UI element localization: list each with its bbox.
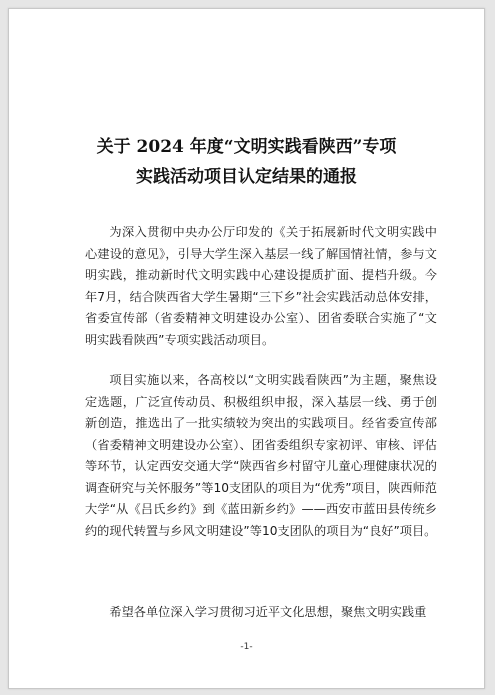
page-number: -1- [240, 642, 253, 652]
body-paragraph-1: 为深入贯彻中央办公厅印发的《关于拓展新时代文明实践中心建设的意见》，引导大学生深入基层一线了解国情社情，参与文明实践，推动新时代文明实践中心建设提质扩面、提档升级。今年7月，结合陕西省大学生暑期“三下乡”社会实践活动总体安排，省委宣传部（省委精神文明建设办公室）、团省委联合实施了“文明实践看陕西”专项实践活动项目。 [85, 225, 437, 347]
document-title-line-1: 关于 2024 年度“文明实践看陕西”专项 [96, 137, 397, 157]
body-paragraph-3: 希望各单位深入学习贯彻习近平文化思想，聚焦文明实践重 [109, 605, 427, 619]
body-paragraph-2: 项目实施以来，各高校以“文明实践看陕西”为主题，聚焦设定选题，广泛宣传动员、积极组织申报，深入基层一线、勇于创新创造，推选出了一批实绩较为突出的实践项目。经省委宣传部（省委精神文明建设办公室）、团省委组织专家初评、审核、评估等环节，认定西安交通大学“陕西省乡村留守儿童心理健康状况的调查研究与关怀服务”等10支团队的项目为“优秀”项目，陕西师范大学“从《吕氏乡约》到《蓝田新乡约》——西安市蓝田县传统乡约的现代转置与乡风文明建设”等10支团队的项目为“良好”项目。 [85, 373, 437, 538]
document-title-line-2: 实践活动项目认定结果的通报 [136, 167, 357, 187]
document-page [8, 8, 485, 689]
